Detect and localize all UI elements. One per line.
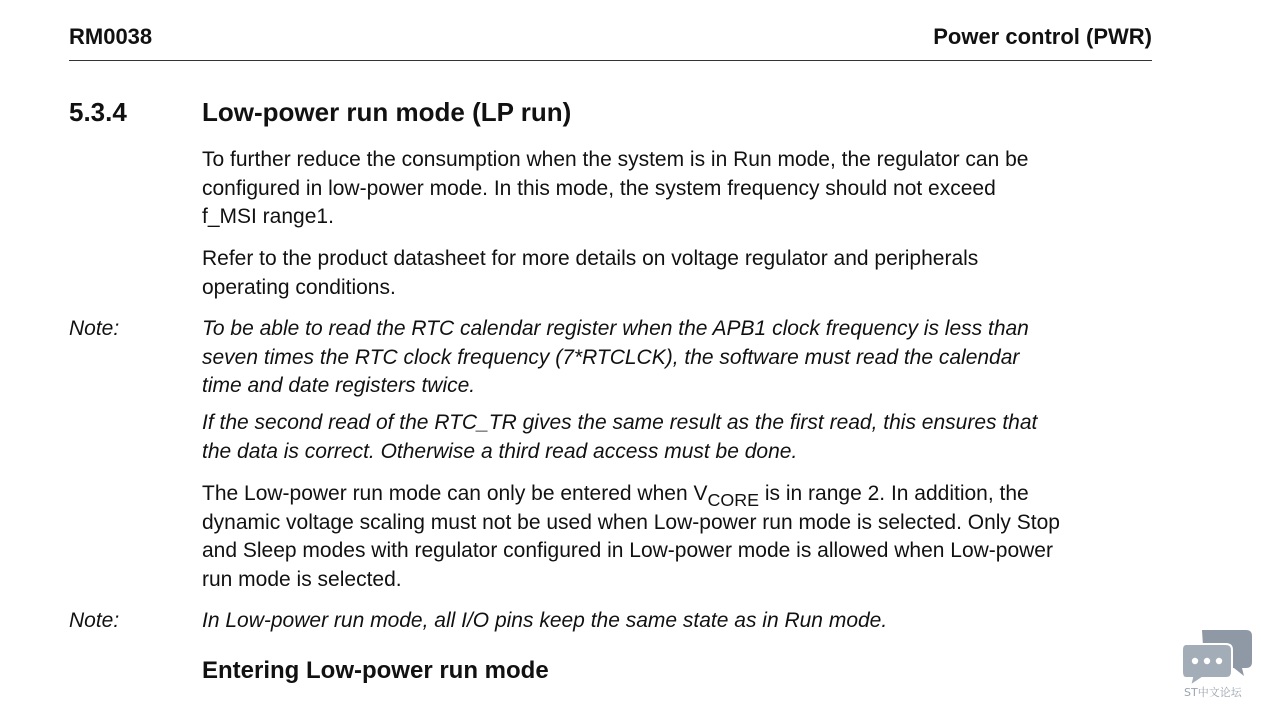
note-line: seven times the RTC clock frequency (7*RTCLCK), the software must read the calendar <box>202 345 1020 369</box>
note-line: If the second read of the RTC_TR gives the same result as the first read, this ensures that <box>202 411 1038 434</box>
text-fragment: The Low-power run mode can only be entered when V <box>202 482 708 505</box>
paragraph-intro <box>202 146 1162 232</box>
paragraph-line: dynamic voltage scaling must not be used when Low-power run mode is selected. Only Stop <box>202 510 1060 534</box>
paragraph-line: Refer to the product datasheet for more details on voltage regulator and peripherals <box>202 247 979 270</box>
paragraph-line: and Sleep modes with regulator configured in Low-power mode is allowed when Low-power <box>202 539 1053 562</box>
text-fragment: is in range 2. In addition, the <box>759 482 1029 505</box>
note-line: time and date registers twice. <box>202 374 476 397</box>
note-label: Note: <box>69 609 120 632</box>
paragraph-lp-run-conditions <box>202 480 1162 594</box>
note-line: the data is correct. Otherwise a third read access must be done. <box>202 439 798 463</box>
note-rtc-read <box>202 315 1162 401</box>
paragraph-line: configured in low-power mode. In this mode, the system frequency should not exceed <box>202 176 996 200</box>
note-rtc-second-read <box>202 409 1162 466</box>
vcore-subscript: CORE <box>707 490 760 511</box>
paragraph-line <box>202 480 1162 509</box>
note-label: Note: <box>69 317 120 340</box>
paragraph-line: run mode is selected. <box>202 567 402 591</box>
section-number: 5.3.4 <box>69 97 127 127</box>
header-doc-id: RM0038 <box>69 24 153 49</box>
header-chapter-title: Power control (PWR) <box>933 24 1152 49</box>
subsection-title: Entering Low-power run mode <box>202 657 549 684</box>
note-io-pins <box>202 607 1162 636</box>
note-line: To be able to read the RTC calendar register when the APB1 clock frequency is less than <box>202 317 1029 340</box>
note-line: In Low-power run mode, all I/O pins keep the same state as in Run mode. <box>202 609 888 632</box>
paragraph-line: operating conditions. <box>202 275 396 299</box>
paragraph-datasheet-ref <box>202 245 1162 302</box>
watermark-text: ST中文论坛 <box>1184 686 1242 699</box>
section-title: Low-power run mode (LP run) <box>202 97 572 127</box>
header-divider <box>69 60 1152 61</box>
paragraph-line: To further reduce the consumption when the system is in Run mode, the regulator can be <box>202 148 1029 171</box>
paragraph-line: f_MSI range1. <box>202 205 334 228</box>
